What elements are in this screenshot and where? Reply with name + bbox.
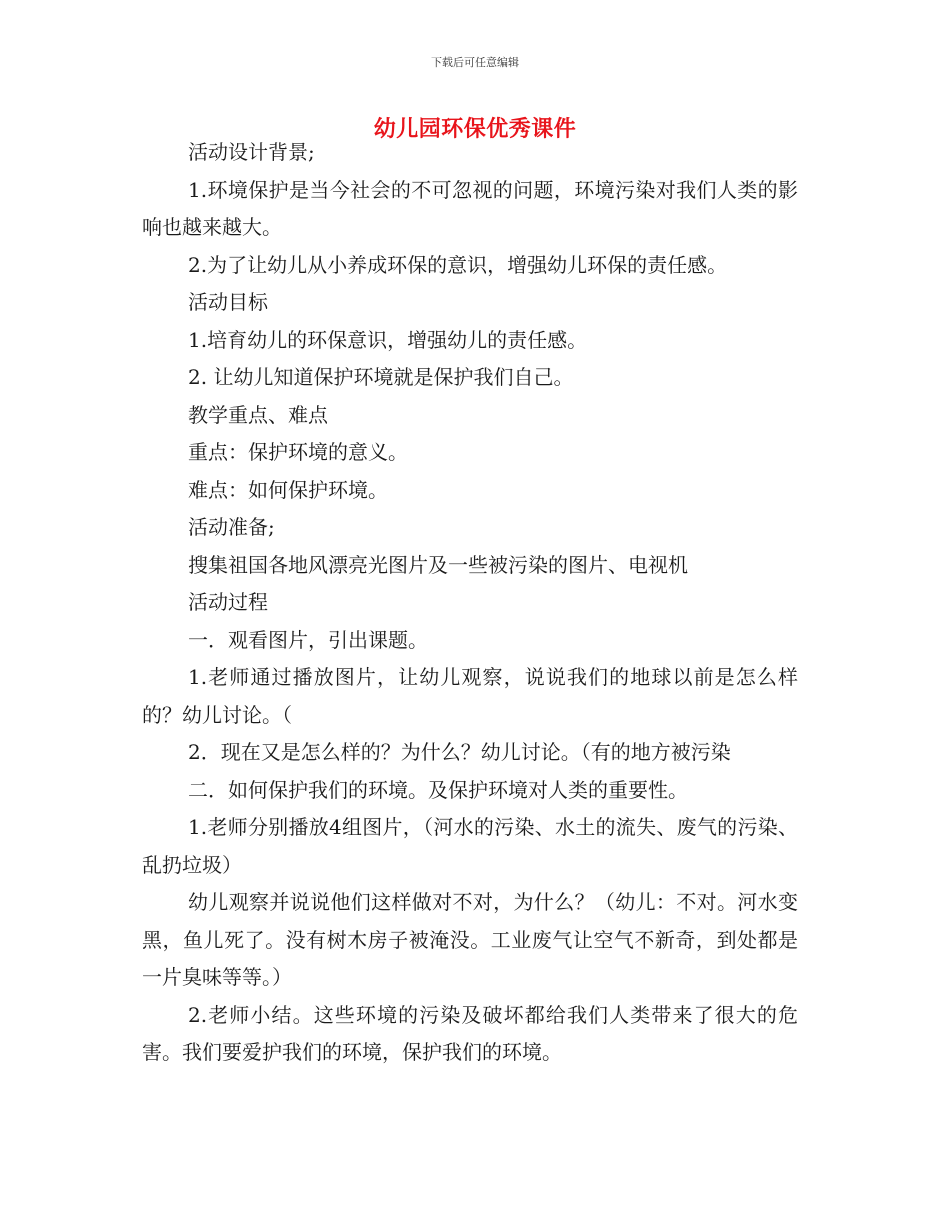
section-heading-key-points: 教学重点、难点 — [188, 402, 328, 427]
paragraph: 1.老师通过播放图片，让幼儿观察，说说我们的地球以前是怎么样的？幼儿讨论。（ — [142, 665, 798, 727]
document-title: 幼儿园环保优秀课件 — [373, 117, 577, 142]
paragraph: 1.环境保护是当今社会的不可忽视的问题，环境污染对我们人类的影响也越来越大。 — [142, 177, 798, 239]
paragraph: 难点：如何保护环境。 — [188, 477, 388, 502]
paragraph: 2. 让幼儿知道保护环境就是保护我们自己。 — [188, 365, 574, 389]
paragraph: 幼儿观察并说说他们这样做对不对，为什么？（幼儿：不对。河水变黑，鱼儿死了。没有树木房子被淹没。工业废气让空气不新奇，到处都是一片臭味等等。） — [142, 890, 798, 989]
paragraph: 2.老师小结。这些环境的污染及破坏都给我们人类带来了很大的危害。我们要爱护我们的环境，保护我们的环境。 — [142, 1002, 798, 1064]
section-heading-preparation: 活动准备; — [188, 515, 275, 539]
document-body — [142, 134, 798, 1072]
paragraph: 1.老师分别播放4组图片，（河水的污染、水土的流失、废气的污染、乱扔垃圾） — [142, 815, 798, 877]
paragraph: 2．现在又是怎么样的？为什么？幼儿讨论。（有的地方被污染 — [188, 740, 731, 764]
paragraph: 搜集祖国各地风漂亮光图片及一些被污染的图片、电视机 — [188, 552, 688, 577]
paragraph: 一．观看图片，引出课题。 — [188, 627, 428, 652]
section-heading-process: 活动过程 — [188, 590, 268, 614]
section-heading-goals: 活动目标 — [188, 290, 268, 314]
section-heading-background: 活动设计背景; — [188, 140, 315, 164]
paragraph: 重点：保护环境的意义。 — [188, 440, 408, 464]
paragraph: 二．如何保护我们的环境。及保护环境对人类的重要性。 — [188, 777, 688, 802]
paragraph: 1.培育幼儿的环保意识，增强幼儿的责任感。 — [188, 327, 588, 352]
page-header-note: 下载后可任意编辑 — [431, 56, 519, 69]
paragraph: 2.为了让幼儿从小养成环保的意识，增强幼儿环保的责任感。 — [188, 252, 728, 277]
